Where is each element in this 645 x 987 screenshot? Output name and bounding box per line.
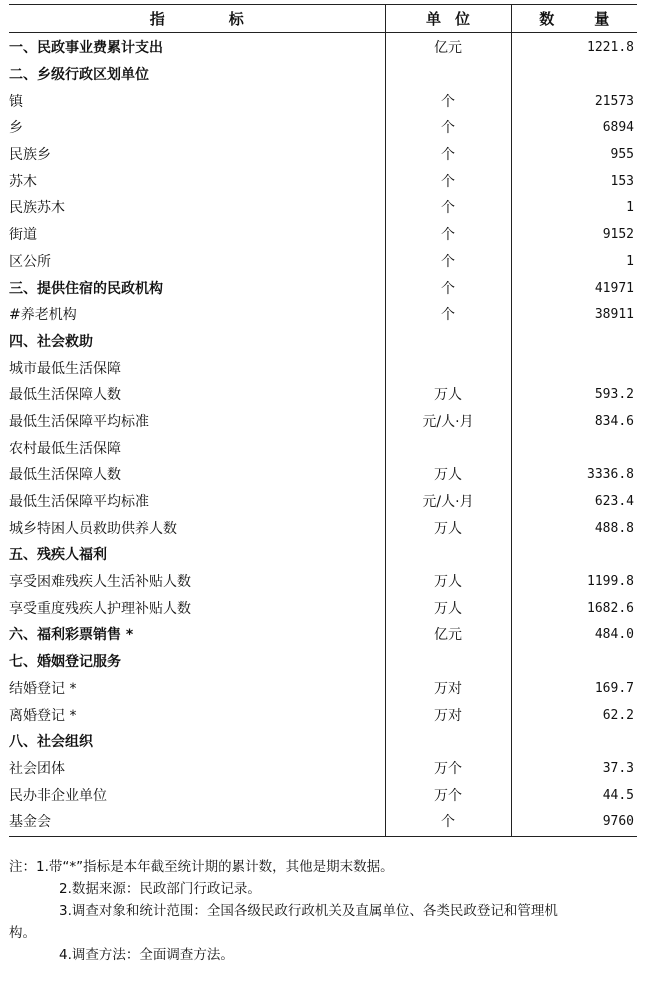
row-value: 9760 bbox=[511, 809, 637, 836]
row-indicator-label: 最低生活保障人数 bbox=[9, 467, 121, 484]
row-indicator-label: 最低生活保障平均标准 bbox=[9, 413, 149, 430]
table-row bbox=[9, 302, 637, 329]
row-indicator-label: 最低生活保障平均标准 bbox=[9, 494, 149, 511]
table-row bbox=[9, 115, 637, 142]
row-unit: 个 bbox=[385, 142, 511, 169]
row-unit: 万个 bbox=[385, 782, 511, 809]
table-body bbox=[9, 33, 637, 837]
row-indicator-label: 农村最低生活保障 bbox=[9, 440, 121, 457]
row-value bbox=[511, 62, 637, 89]
header-value-char-2: 量 bbox=[594, 10, 610, 28]
row-unit: 亿元 bbox=[385, 622, 511, 649]
row-indicator-label: 区公所 bbox=[9, 253, 51, 270]
footnote-4: 4.调查方法：全面调查方法。 bbox=[59, 947, 234, 963]
header-value bbox=[511, 5, 637, 33]
row-indicator-label: 民族乡 bbox=[9, 147, 51, 164]
row-value: 169.7 bbox=[511, 676, 637, 703]
row-value: 955 bbox=[511, 142, 637, 169]
row-indicator-label: 街道 bbox=[9, 227, 37, 244]
header-indicator-char-2: 标 bbox=[228, 10, 244, 28]
statistics-table-container bbox=[9, 4, 637, 837]
row-unit bbox=[385, 729, 511, 756]
table-row bbox=[9, 595, 637, 622]
row-unit: 万人 bbox=[385, 569, 511, 596]
table-row bbox=[9, 462, 637, 489]
row-value: 153 bbox=[511, 168, 637, 195]
row-unit: 个 bbox=[385, 809, 511, 836]
row-value: 9152 bbox=[511, 222, 637, 249]
table-row bbox=[9, 489, 637, 516]
row-value: 834.6 bbox=[511, 409, 637, 436]
table-row bbox=[9, 782, 637, 809]
table-row bbox=[9, 649, 637, 676]
row-indicator-label: 民办非企业单位 bbox=[9, 787, 107, 804]
row-indicator-label: 民族苏木 bbox=[9, 200, 65, 217]
table-row bbox=[9, 88, 637, 115]
footnote-3: 3.调查对象和统计范围：全国各级民政行政机关及直属单位、各类民政登记和管理机 bbox=[59, 903, 558, 919]
table-row bbox=[9, 409, 637, 436]
row-unit: 个 bbox=[385, 195, 511, 222]
table-row bbox=[9, 676, 637, 703]
table-row bbox=[9, 809, 637, 836]
row-value: 1 bbox=[511, 249, 637, 276]
header-indicator-char-1: 指 bbox=[149, 10, 165, 28]
row-value: 41971 bbox=[511, 275, 637, 302]
row-indicator-label: 八、社会组织 bbox=[9, 734, 93, 751]
row-indicator-label: 二、乡级行政区划单位 bbox=[9, 67, 149, 84]
row-indicator-label: 六、福利彩票销售 * bbox=[9, 627, 134, 644]
table-row bbox=[9, 542, 637, 569]
table-row bbox=[9, 756, 637, 783]
row-indicator-label: 乡 bbox=[9, 120, 23, 137]
table-row bbox=[9, 382, 637, 409]
table-row bbox=[9, 435, 637, 462]
row-value: 488.8 bbox=[511, 515, 637, 542]
header-unit-char-1: 单 bbox=[425, 10, 441, 28]
row-indicator-label: 享受困难残疾人生活补贴人数 bbox=[9, 574, 191, 591]
table-row bbox=[9, 142, 637, 169]
row-value: 623.4 bbox=[511, 489, 637, 516]
row-unit: 元/人·月 bbox=[385, 489, 511, 516]
table-row bbox=[9, 622, 637, 649]
row-value: 38911 bbox=[511, 302, 637, 329]
row-unit: 万对 bbox=[385, 676, 511, 703]
table-row bbox=[9, 569, 637, 596]
row-indicator-label: 基金会 bbox=[9, 809, 385, 836]
row-value: 1682.6 bbox=[511, 595, 637, 622]
row-value: 62.2 bbox=[511, 702, 637, 729]
header-value-char-1: 数 bbox=[539, 10, 555, 28]
row-unit bbox=[385, 329, 511, 356]
row-value: 3336.8 bbox=[511, 462, 637, 489]
row-value bbox=[511, 729, 637, 756]
statistics-table bbox=[9, 4, 637, 837]
row-indicator-label: 离婚登记 * bbox=[9, 707, 77, 724]
row-value: 44.5 bbox=[511, 782, 637, 809]
row-unit bbox=[385, 62, 511, 89]
row-indicator-label: 三、提供住宿的民政机构 bbox=[9, 280, 163, 297]
row-unit: 元/人·月 bbox=[385, 409, 511, 436]
row-unit bbox=[385, 435, 511, 462]
row-indicator-label: 城市最低生活保障 bbox=[9, 360, 121, 377]
header-unit-char-2: 位 bbox=[455, 10, 471, 28]
table-row bbox=[9, 515, 637, 542]
table-row bbox=[9, 195, 637, 222]
row-value: 1 bbox=[511, 195, 637, 222]
header-unit bbox=[385, 5, 511, 33]
row-unit: 个 bbox=[385, 88, 511, 115]
table-row bbox=[9, 168, 637, 195]
header-indicator bbox=[9, 5, 385, 33]
row-indicator-label: 城乡特困人员救助供养人数 bbox=[9, 520, 177, 537]
footnote-2: 2.数据来源：民政部门行政记录。 bbox=[59, 881, 261, 897]
row-unit: 万个 bbox=[385, 756, 511, 783]
table-row bbox=[9, 249, 637, 276]
row-indicator-label: 苏木 bbox=[9, 173, 37, 190]
footnote-1: 注：1.带“*”指标是本年截至统计期的累计数，其他是期末数据。 bbox=[9, 859, 394, 875]
table-row bbox=[9, 355, 637, 382]
row-unit: 个 bbox=[385, 249, 511, 276]
row-indicator-label: 最低生活保障人数 bbox=[9, 387, 121, 404]
row-value: 593.2 bbox=[511, 382, 637, 409]
row-value bbox=[511, 329, 637, 356]
row-unit: 个 bbox=[385, 302, 511, 329]
row-value bbox=[511, 542, 637, 569]
row-value: 1199.8 bbox=[511, 569, 637, 596]
row-indicator-label: 享受重度残疾人护理补贴人数 bbox=[9, 600, 191, 617]
table-row bbox=[9, 33, 637, 62]
row-unit: 个 bbox=[385, 222, 511, 249]
row-value bbox=[511, 435, 637, 462]
table-row bbox=[9, 702, 637, 729]
row-indicator-label: 社会团体 bbox=[9, 760, 65, 777]
row-value: 1221.8 bbox=[511, 33, 637, 62]
footnotes bbox=[9, 856, 629, 966]
table-row bbox=[9, 222, 637, 249]
row-unit: 万人 bbox=[385, 382, 511, 409]
row-unit: 个 bbox=[385, 115, 511, 142]
row-indicator-label: 镇 bbox=[9, 93, 23, 110]
footnote-3-continuation: 构。 bbox=[9, 925, 36, 941]
row-unit bbox=[385, 355, 511, 382]
row-unit bbox=[385, 649, 511, 676]
row-unit: 万对 bbox=[385, 702, 511, 729]
row-unit: 个 bbox=[385, 168, 511, 195]
row-unit: 亿元 bbox=[385, 33, 511, 62]
row-unit bbox=[385, 542, 511, 569]
row-value: 484.0 bbox=[511, 622, 637, 649]
row-unit: 万人 bbox=[385, 515, 511, 542]
row-indicator-label: 七、婚姻登记服务 bbox=[9, 654, 121, 671]
row-value: 21573 bbox=[511, 88, 637, 115]
row-value bbox=[511, 355, 637, 382]
table-header-row bbox=[9, 5, 637, 33]
row-indicator-label: #养老机构 bbox=[9, 307, 77, 324]
row-value bbox=[511, 649, 637, 676]
row-unit: 万人 bbox=[385, 462, 511, 489]
row-unit: 万人 bbox=[385, 595, 511, 622]
row-indicator-label: 五、残疾人福利 bbox=[9, 547, 107, 564]
table-row bbox=[9, 329, 637, 356]
row-value: 37.3 bbox=[511, 756, 637, 783]
table-row bbox=[9, 62, 637, 89]
row-indicator-label: 一、民政事业费累计支出 bbox=[9, 40, 163, 57]
table-row bbox=[9, 275, 637, 302]
table-row bbox=[9, 729, 637, 756]
row-indicator-label: 结婚登记 * bbox=[9, 680, 77, 697]
row-indicator-label: 四、社会救助 bbox=[9, 333, 93, 350]
row-value: 6894 bbox=[511, 115, 637, 142]
row-unit: 个 bbox=[385, 275, 511, 302]
